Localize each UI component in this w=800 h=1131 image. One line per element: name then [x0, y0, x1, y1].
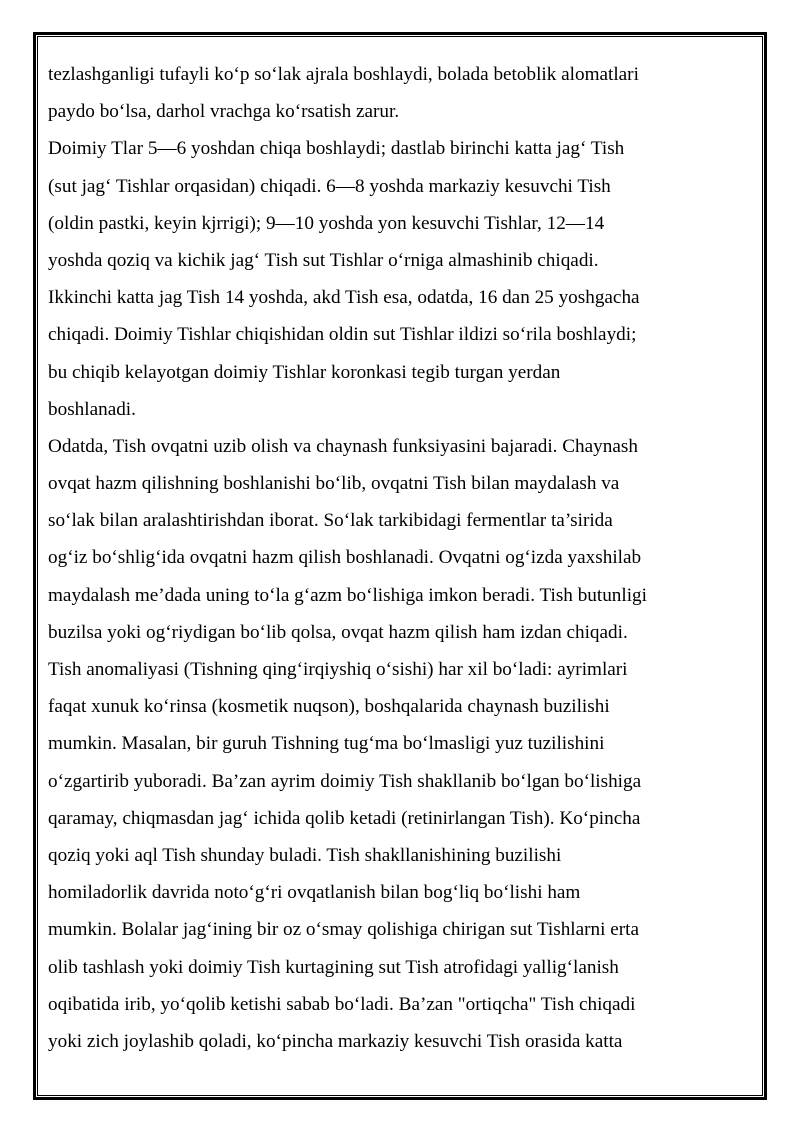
text-line: o‘zgartirib yuboradi. Ba’zan ayrim doimiy Tish shakllanib bo‘lgan bo‘lishiga [48, 770, 642, 792]
text-line: yoki zich joylashib qoladi, ko‘pincha markaziy kesuvchi Tish orasida katta [48, 1030, 623, 1052]
text-line: chiqadi. Doimiy Tishlar chiqishidan oldin sut Tishlar ildizi so‘rila boshlaydi; [48, 324, 637, 346]
text-line: (oldin pastki, keyin kjrrigi); 9—10 yoshda yon kesuvchi Tishlar, 12—14 [48, 212, 605, 234]
text-line: boshlanadi. [48, 398, 136, 420]
text-line: maydalash me’dada uning to‘la g‘azm bo‘lishiga imkon beradi. Tish butunligi [48, 584, 647, 606]
text-line: bu chiqib kelayotgan doimiy Tishlar koronkasi tegib turgan yerdan [48, 361, 561, 383]
text-line: Odatda, Tish ovqatni uzib olish va chaynash funksiyasini bajaradi. Chaynash [48, 435, 638, 457]
text-line: oqibatida irib, yo‘qolib ketishi sabab bo‘ladi. Ba’zan "ortiqcha" Tish chiqadi [48, 993, 636, 1015]
text-line: mumkin. Masalan, bir guruh Tishning tug‘ma bo‘lmasligi yuz tuzilishini [48, 733, 605, 755]
text-line: so‘lak bilan aralashtirishdan iborat. So‘lak tarkibidagi fermentlar ta’sirida [48, 510, 613, 532]
text-line: paydo bo‘lsa, darhol vrachga ko‘rsatish zarur. [48, 101, 400, 123]
text-line: qoziq yoki aql Tish shunday buladi. Tish shakllanishining buzilishi [48, 844, 562, 866]
text-line: ovqat hazm qilishning boshlanishi bo‘lib, ovqatni Tish bilan maydalash va [48, 473, 620, 495]
text-line: og‘iz bo‘shlig‘ida ovqatni hazm qilish boshlanadi. Ovqatni og‘izda yaxshilab [48, 547, 642, 569]
text-line: (sut jag‘ Tishlar orqasidan) chiqadi. 6—8 yoshda markaziy kesuvchi Tish [48, 175, 611, 197]
text-line: qaramay, chiqmasdan jag‘ ichida qolib ketadi (retinirlangan Tish). Ko‘pincha [48, 807, 641, 829]
document-body [48, 56, 758, 1060]
text-line: mumkin. Bolalar jag‘ining bir oz o‘smay qolishiga chirigan sut Tishlarni erta [48, 919, 639, 941]
text-line: yoshda qoziq va kichik jag‘ Tish sut Tishlar o‘rniga almashinib chiqadi. [48, 249, 599, 271]
text-line: faqat xunuk ko‘rinsa (kosmetik nuqson), boshqalarida chaynash buzilishi [48, 696, 610, 718]
text-line: olib tashlash yoki doimiy Tish kurtagining sut Tish atrofidagi yallig‘lanish [48, 956, 619, 978]
text-line: Ikkinchi katta jag Tish 14 yoshda, akd Tish esa, odatda, 16 dan 25 yoshgacha [48, 287, 640, 309]
text-line: Doimiy Tlar 5—6 yoshdan chiqa boshlaydi; dastlab birinchi katta jag‘ Tish [48, 138, 625, 160]
text-line: Tish anomaliyasi (Tishning qing‘irqiyshiq o‘sishi) har xil bo‘ladi: ayrimlari [48, 659, 628, 680]
text-line: homiladorlik davrida noto‘g‘ri ovqatlanish bilan bog‘liq bo‘lishi ham [48, 882, 581, 904]
text-line: buzilsa yoki og‘riydigan bo‘lib qolsa, ovqat hazm qilish ham izdan chiqadi. [48, 621, 628, 643]
text-line: tezlashganligi tufayli ko‘p so‘lak ajrala boshlaydi, bolada betoblik alomatlari [48, 64, 639, 85]
